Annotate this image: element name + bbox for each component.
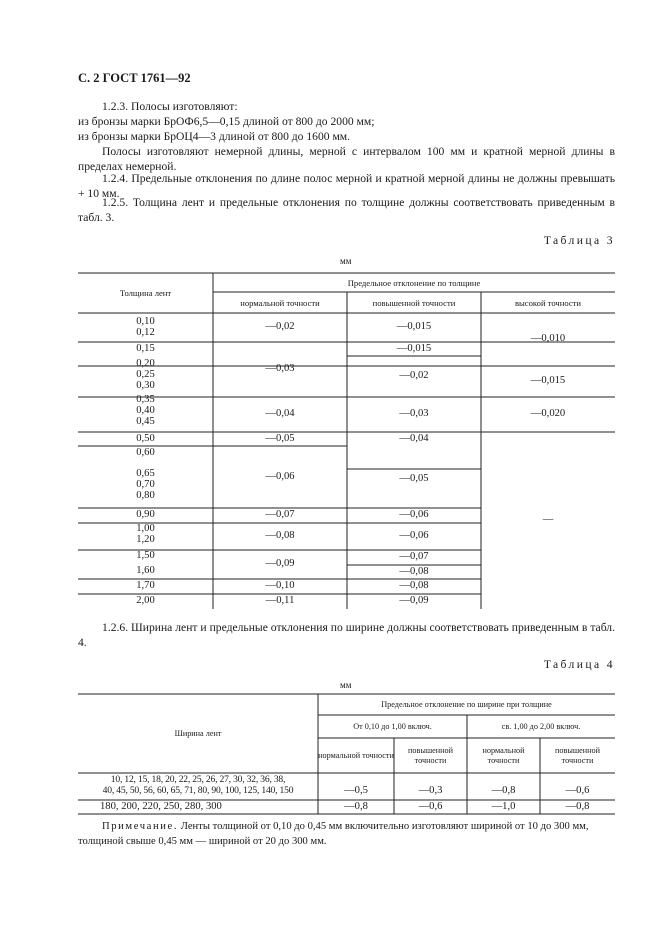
paragraph-1-2-3-line3: из бронзы марки БрОЦ4—3 длиной от 800 до 1600 мм.: [78, 130, 351, 143]
table-3-units: мм: [340, 256, 352, 266]
normal-deviation-cell: —0,06: [265, 470, 295, 482]
width-deviation-cell: —0,6: [565, 785, 590, 797]
thickness-cell: 0,50: [136, 433, 155, 445]
paragraph-1-2-3-title: [78, 100, 615, 115]
col-header-thickness: Толщина лент: [119, 288, 172, 298]
group-header-width-deviation: Предельное отклонение по ширине при толщине: [381, 699, 552, 709]
high-deviation-cell: —0,015: [530, 375, 566, 387]
paragraph-text: 1.2.3. Полосы изготовляют:: [102, 100, 238, 113]
table-3-caption: Таблица 3: [543, 234, 615, 247]
width-deviation-cell: —0,3: [418, 785, 443, 797]
thickness-cell: 1,00: [136, 523, 155, 535]
high-deviation-cell: —0,010: [530, 333, 566, 345]
increased-deviation-cell: —0,08: [399, 580, 429, 592]
paragraph-text: 1.2.5. Толщина лент и предельные отклонения по толщине должны соответствовать приведенным в табл. 3.: [78, 196, 615, 224]
thickness-cell: 0,25: [136, 369, 155, 381]
thickness-cell: 0,12: [136, 327, 155, 339]
thickness-cell: 0,45: [136, 416, 155, 428]
normal-deviation-cell: —0,04: [265, 408, 295, 420]
col-header-normal: нормальной точности: [240, 297, 320, 308]
width-list-line: 40, 45, 50, 56, 60, 65, 71, 80, 90, 100, 125, 140, 150: [102, 785, 294, 797]
width-deviation-cell: —0,8: [344, 800, 368, 812]
increased-deviation-cell: —0,05: [399, 472, 429, 484]
col-header-high: высокой точности: [514, 297, 582, 308]
thickness-cell: 1,70: [136, 580, 155, 592]
table-4-caption: Таблица 4: [543, 658, 615, 671]
thickness-cell: 0,65: [136, 468, 155, 480]
table-4-note: [78, 819, 615, 849]
width-list-line: 10, 12, 15, 18, 20, 22, 25, 26, 27, 30, 32, 36, 38,: [110, 774, 286, 786]
paragraph-text: 1.2.6. Ширина лент и предельные отклонения по ширине должны соответствовать приведенным в табл. 4.: [78, 621, 615, 649]
group-header-thickness-deviation: Предельное отклонение по толщине: [347, 277, 481, 288]
normal-deviation-cell: —0,10: [265, 580, 295, 592]
col-header-normal: нормальной точности: [482, 745, 525, 765]
increased-deviation-cell: —0,02: [399, 370, 429, 382]
table-4-units: мм: [340, 680, 352, 690]
thickness-cell: 1,50: [136, 550, 155, 562]
increased-deviation-cell: —0,09: [399, 595, 429, 607]
increased-deviation-cell: —0,08: [399, 565, 429, 577]
normal-deviation-cell: —0,07: [265, 509, 295, 521]
paragraph-1-2-6: [78, 621, 615, 650]
thickness-cell: 0,20: [136, 358, 155, 370]
paragraph-1-2-3-line4: [78, 145, 615, 174]
col-header-increased: повышенной точности: [372, 297, 456, 308]
normal-deviation-cell: —0,08: [265, 530, 295, 542]
thickness-cell: 0,60: [136, 447, 155, 459]
col-header-increased: повышенной точности: [407, 745, 454, 765]
normal-deviation-cell: —0,02: [265, 321, 295, 333]
subheader-thick: св. 1,00 до 2,00 включ.: [501, 721, 581, 731]
normal-deviation-cell: —0,09: [265, 558, 295, 570]
col-header-normal: нормальной точности: [318, 750, 394, 760]
col-header-increased: повышенной точности: [554, 745, 601, 765]
normal-deviation-cell: —0,03: [265, 363, 295, 375]
paragraph-text: Полосы изготовляют немерной длины, мерной с интервалом 100 мм и кратной мерной длины в пределах немерной.: [78, 145, 615, 173]
table-3: [78, 270, 615, 610]
increased-deviation-cell: —0,015: [396, 342, 432, 354]
high-deviation-cell: —: [542, 514, 554, 526]
thickness-cell: 2,00: [136, 595, 155, 607]
width-deviation-cell: —1,0: [491, 800, 516, 812]
increased-deviation-cell: —0,07: [399, 551, 429, 563]
thickness-cell: 0,80: [136, 490, 155, 502]
width-deviation-cell: —0,5: [344, 785, 368, 797]
paragraph-text: 1.2.4. Предельные отклонения по длине полос мерной и кратной мерной длины не должны превышать + 10 мм.: [78, 172, 615, 200]
thickness-cell: 0,30: [136, 380, 155, 392]
width-deviation-cell: —0,6: [418, 800, 443, 812]
thickness-cell: 0,70: [136, 479, 155, 491]
paragraph-1-2-5: [78, 196, 615, 225]
increased-deviation-cell: —0,06: [399, 509, 429, 521]
paragraph-1-2-3-line2: из бронзы марки БрОФ6,5—0,15 длиной от 800 до 2000 мм;: [78, 115, 375, 128]
normal-deviation-cell: —0,05: [265, 432, 295, 444]
thickness-cell: 0,35: [136, 394, 155, 406]
note-text: Ленты толщиной от 0,10 до 0,45 мм включительно изготовляют шириной от 10 до 300 мм, толщиной свыше 0,45 мм — шириной от 20 до 300 мм.: [78, 821, 589, 847]
increased-deviation-cell: —0,04: [399, 432, 429, 444]
width-deviation-cell: —0,8: [491, 785, 516, 797]
col-header-width: Ширина лент: [174, 728, 222, 738]
table-4: [78, 693, 615, 817]
page-header: С. 2 ГОСТ 1761—92: [78, 71, 191, 85]
high-deviation-cell: —0,020: [530, 408, 566, 420]
normal-deviation-cell: —0,11: [265, 595, 295, 607]
subheader-thin: От 0,10 до 1,00 включ.: [353, 721, 432, 731]
thickness-cell: 0,40: [136, 405, 155, 417]
thickness-cell: 1,60: [136, 565, 155, 577]
increased-deviation-cell: —0,03: [399, 408, 429, 420]
thickness-cell: 0,90: [136, 509, 155, 521]
width-deviation-cell: —0,8: [565, 800, 590, 812]
thickness-cell: 1,20: [136, 534, 155, 546]
thickness-cell: 0,15: [136, 343, 155, 355]
thickness-cell: 0,10: [136, 316, 155, 328]
increased-deviation-cell: —0,06: [399, 530, 429, 542]
note-label: Примечание.: [102, 821, 179, 832]
increased-deviation-cell: —0,015: [396, 321, 432, 333]
width-list-line: 180, 200, 220, 250, 280, 300: [100, 800, 222, 812]
